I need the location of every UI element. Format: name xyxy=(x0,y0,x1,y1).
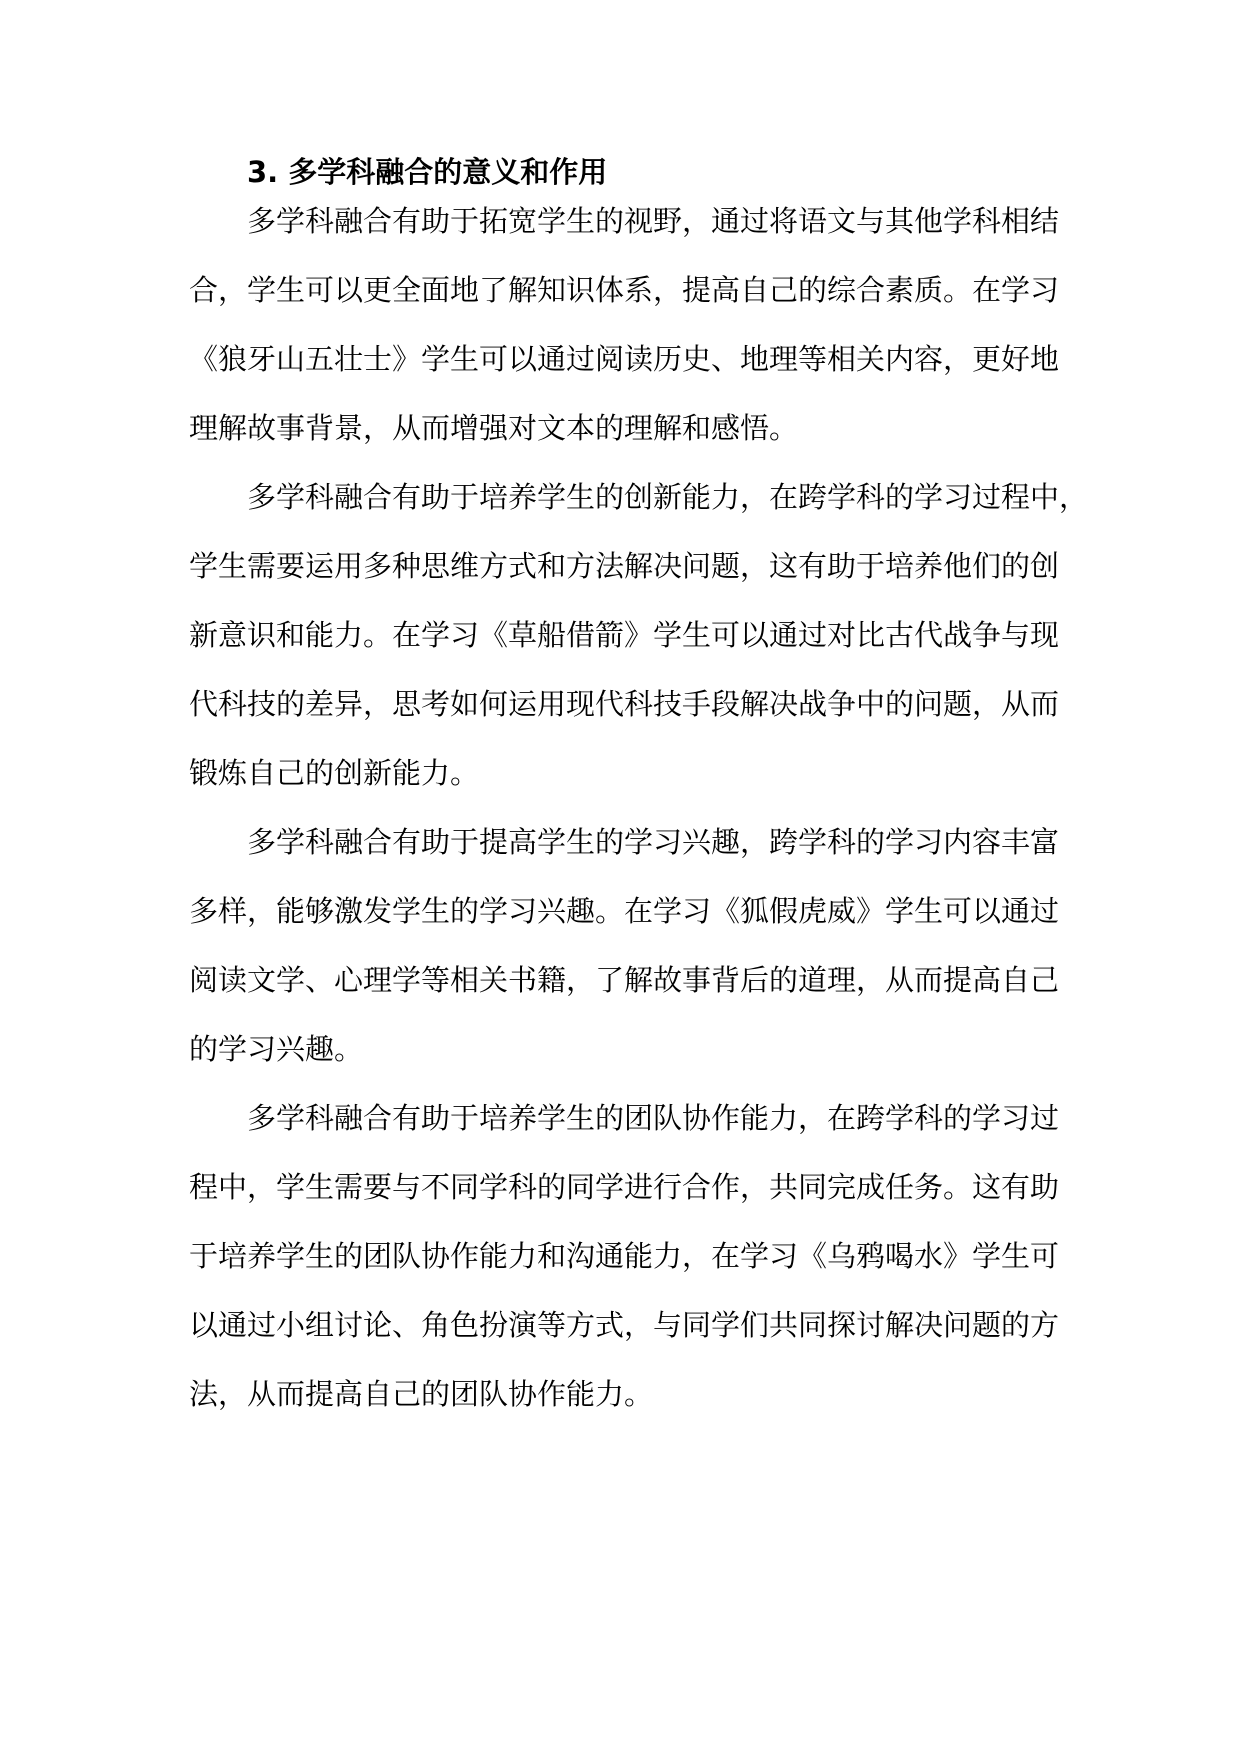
paragraph-line: 合，学生可以更全面地了解知识体系，提高自己的综合素质。在学习 xyxy=(189,273,1060,307)
section-heading: 3. 多学科融合的意义和作用 xyxy=(247,155,608,189)
paragraph-line: 的学习兴趣。 xyxy=(189,1032,364,1066)
paragraph-line: 阅读文学、心理学等相关书籍，了解故事背后的道理，从而提高自己 xyxy=(189,963,1060,997)
paragraph-line: 理解故事背景，从而增强对文本的理解和感悟。 xyxy=(189,411,799,445)
paragraph-line: 新意识和能力。在学习《草船借箭》学生可以通过对比古代战争与现 xyxy=(189,618,1060,652)
paragraph-line: 法，从而提高自己的团队协作能力。 xyxy=(189,1377,654,1411)
paragraph-line: 《狼牙山五壮士》学生可以通过阅读历史、地理等相关内容，更好地 xyxy=(189,342,1060,376)
paragraph-line: 多学科融合有助于培养学生的创新能力，在跨学科的学习过程中， xyxy=(247,480,1089,514)
paragraph-line: 锻炼自己的创新能力。 xyxy=(189,756,480,790)
paragraph-line: 于培养学生的团队协作能力和沟通能力，在学习《乌鸦喝水》学生可 xyxy=(189,1239,1060,1273)
paragraph-line: 代科技的差异，思考如何运用现代科技手段解决战争中的问题，从而 xyxy=(189,687,1060,721)
paragraph-line: 多样，能够激发学生的学习兴趣。在学习《狐假虎威》学生可以通过 xyxy=(189,894,1060,928)
paragraph-line: 多学科融合有助于提高学生的学习兴趣，跨学科的学习内容丰富 xyxy=(247,825,1060,859)
paragraph-line: 程中，学生需要与不同学科的同学进行合作，共同完成任务。这有助 xyxy=(189,1170,1060,1204)
paragraph-line: 学生需要运用多种思维方式和方法解决问题，这有助于培养他们的创 xyxy=(189,549,1060,583)
paragraph-line: 多学科融合有助于培养学生的团队协作能力，在跨学科的学习过 xyxy=(247,1101,1060,1135)
paragraph-line: 多学科融合有助于拓宽学生的视野，通过将语文与其他学科相结 xyxy=(247,204,1060,238)
paragraph-line: 以通过小组讨论、角色扮演等方式，与同学们共同探讨解决问题的方 xyxy=(189,1308,1060,1342)
